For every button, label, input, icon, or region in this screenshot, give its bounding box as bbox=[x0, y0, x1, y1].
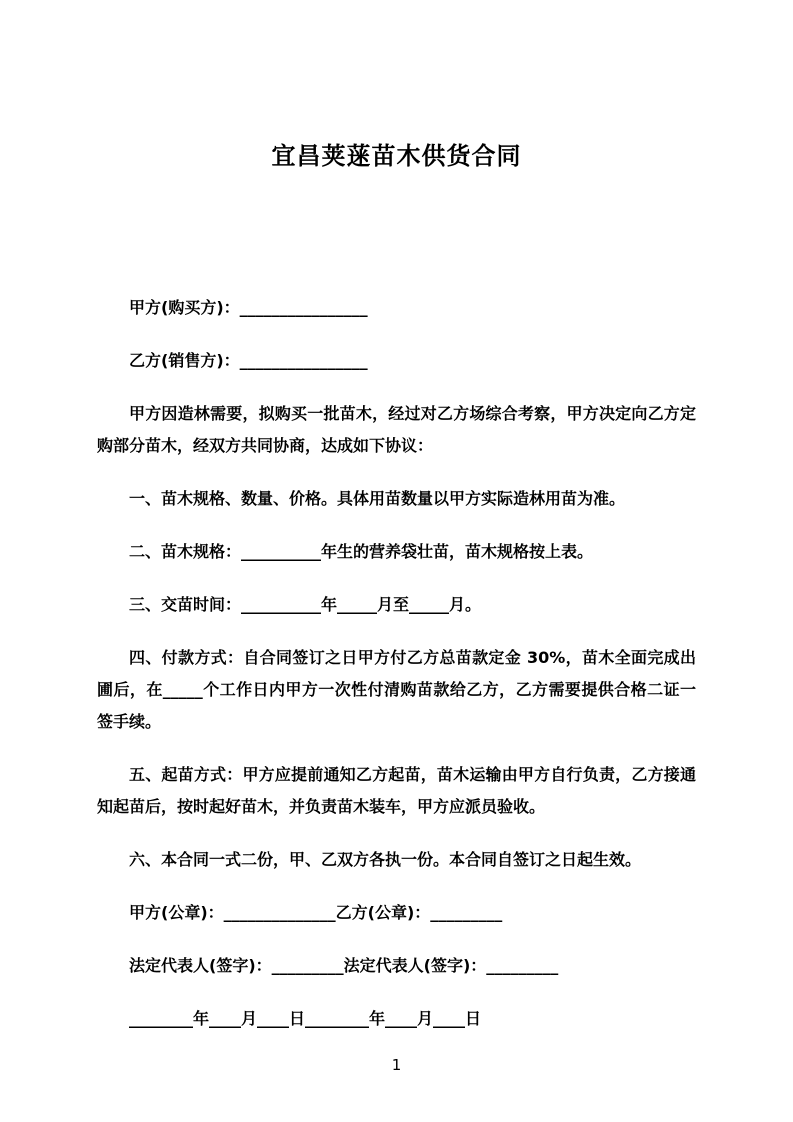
signature-line: 法定代表人(签字)：_________法定代表人(签字)：_________ bbox=[129, 956, 559, 975]
date-line: ________年____月____日________年____月____日 bbox=[129, 1009, 482, 1028]
document-title: 宜昌荚蒾苗木供货合同 bbox=[271, 142, 522, 170]
preamble-paragraph: 甲方因造林需要，拟购买一批苗木，经过对乙方场综合考察，甲方决定向乙方定购部分苗木，经双方共同协商，达成如下协议： bbox=[97, 404, 696, 455]
clause-6: 六、本合同一式二份，甲、乙双方各执一份。本合同自签订之日起生效。 bbox=[129, 850, 642, 869]
page-number: 1 bbox=[391, 1056, 402, 1074]
seal-line: 甲方(公章)：______________乙方(公章)：_________ bbox=[129, 903, 503, 922]
party-a-line: 甲方(购买方)：________________ bbox=[129, 298, 368, 317]
clause-5: 五、起苗方式：甲方应提前通知乙方起苗，苗木运输由甲方自行负责，乙方接通知起苗后，按时起好苗木，并负责苗木装车，甲方应派员验收。 bbox=[97, 765, 696, 816]
party-b-line: 乙方(销售方)：________________ bbox=[129, 351, 368, 370]
clause-4: 四、付款方式：自合同签订之日甲方付乙方总苗款定金 30%，苗木全面完成出圃后，在_____个工作日内甲方一次性付清购苗款给乙方，乙方需要提供合格二证一签手续。 bbox=[97, 648, 696, 731]
clause-3: 三、交苗时间：__________年_____月至_____月。 bbox=[129, 595, 482, 614]
clause-2: 二、苗木规格：__________年生的营养袋壮苗，苗木规格按上表。 bbox=[129, 542, 594, 561]
clause-1: 一、苗木规格、数量、价格。具体用苗数量以甲方实际造林用苗为准。 bbox=[129, 489, 626, 508]
